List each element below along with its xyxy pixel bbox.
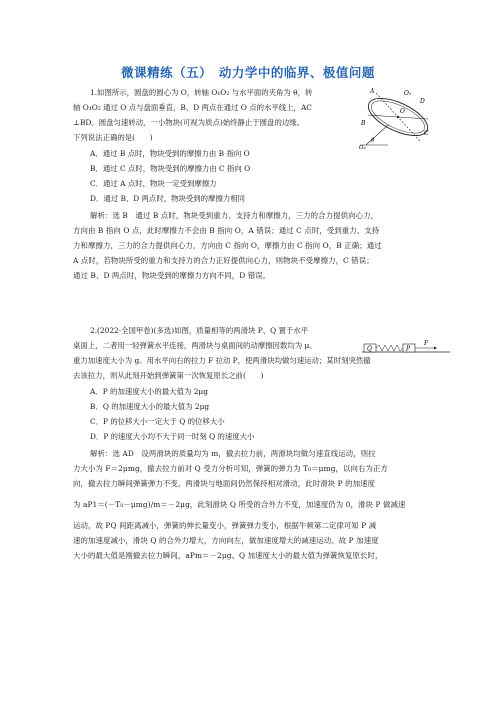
q1-analysis-line: 解析：选 B 通过 B 点时，物块受到重力、支持力和摩擦力，三力的合力提供向心力， [90, 211, 379, 220]
q2-analysis-line: 向，撤去拉力瞬间弹簧弹力不变，两滑块与地面间仍然保持相对滑动，此时滑块 P 的加速度 [73, 479, 376, 488]
q2-analysis-line: 运动，故 PQ 间距离减小，弹簧的伸长量变小，弹簧弹力变小，根据牛顿第二定律可知 P 减 [73, 521, 377, 530]
fig1-label-a: A [370, 88, 375, 95]
q2-option-b: B．Q 的加速度大小的最大值为 2μg [90, 402, 210, 411]
fig1-label-o1: O₁ [404, 90, 412, 97]
fig1-label-o2: O₂ [359, 145, 366, 150]
q2-stem-line: 2.(2022·全国甲卷)(多选)如图，质量相等的两滑块 P、Q 置于水平 [90, 326, 309, 335]
q2-stem-line: 桌面上，二者用一轻弹簧水平连接，两滑块与桌面间的动摩擦因数均为 μ。 [73, 341, 317, 350]
q2-option-a: A．P 的加速度大小的最大值为 2μg [90, 387, 208, 396]
q2-option-d: D．P 的速度大小均不大于同一时刻 Q 的速度大小 [90, 432, 255, 441]
page-title: 微课精练（五） 动力学中的临界、极值问题 [121, 65, 375, 80]
q1-stem-line: ⊥BD。圆盘匀速转动，一小物块(可视为质点)始终静止于圆盘的边缘。 [73, 118, 305, 127]
q1-stem-line: 轴 O₁O₂ 通过 O 点与盘面垂直，B、D 两点在通过 O 点的水平线上，AC [73, 103, 312, 112]
q2-analysis-line: 力大小为 F＝2μmg，撤去拉力前对 Q 受力分析可知，弹簧的弹力为 T₀＝μmg，以向右为正方 [73, 464, 388, 473]
spring-figure [362, 336, 450, 356]
q2-analysis-line: 大小的最大值是刚撤去拉力瞬间，aPm＝－2μg。Q 加速度大小的最大值为弹簧恢复原长时， [73, 551, 383, 560]
fig2-label-p: P [406, 345, 411, 353]
fig1-label-c: C [424, 130, 429, 137]
q1-option-c: C．通过 A 点时，物块一定受到摩擦力 [90, 179, 217, 188]
fig2-label-f: F [424, 340, 429, 347]
q2-analysis-line: 速的加速度减小，滑块 Q 的合外力增大，方向向左，做加速度增大的减速运动。故 P 加速度 [73, 536, 379, 545]
fig1-label-theta: θ [371, 138, 375, 144]
q1-stem-line: 1.如图所示，圆盘的圆心为 O，转轴 O₁O₂ 与水平面的夹角为 θ，转 [90, 88, 313, 97]
q1-analysis-line: 力和摩擦力，三力的合力提供向心力，方向由 C 指向 O，摩擦力由 C 指向 O，B 正确；通过 [73, 241, 382, 250]
q1-analysis-line: 通过 B、D 两点时，物块受到的摩擦力方向不同，D 错误。 [73, 271, 271, 280]
q1-analysis-line: 方向由 B 指向 O 点，此时摩擦力不会由 B 指向 O，A 错误；通过 C 点时，受到重力、支持 [73, 226, 380, 235]
fig1-label-o: O [400, 108, 405, 115]
fig2-label-q: Q [367, 345, 372, 353]
fig1-label-d: D [420, 98, 425, 105]
q1-option-b: B．通过 C 点时，物块受到的摩擦力由 C 指向 O [90, 164, 251, 173]
q1-option-d: D．通过 B、D 两点时，物块受到的摩擦力相同 [90, 194, 246, 203]
q2-analysis-line: 解析：选 AD 设两滑块的质量均为 m，撤去拉力前，两滑块均做匀速直线运动，则拉 [90, 449, 376, 458]
q2-stem-line: 重力加速度大小为 g。用水平向右的拉力 F 拉动 P，使两滑块均做匀速运动；某时刻突然撤 [73, 356, 371, 365]
q1-analysis-line: A 点时，若物块所受的重力和支持力的合力正好提供向心力，则物块不受摩擦力，C 错误； [73, 256, 374, 265]
disc-figure [358, 85, 438, 150]
q1-option-a: A．通过 B 点时，物块受到的摩擦力由 B 指向 O [90, 149, 250, 158]
fig1-label-b: B [361, 120, 366, 127]
q2-stem-line: 去该拉力，则从此刻开始到弹簧第一次恢复原长之前( ) [73, 371, 264, 380]
q2-option-c: C．P 的位移大小一定大于 Q 的位移大小 [90, 417, 225, 426]
q1-stem-line: 下列说法正确的是( ) [73, 133, 153, 142]
q2-analysis-line: 为 aP1＝(－T₀－μmg)/m＝－2μg，此刻滑块 Q 所受的合外力不变，加速度仍为 0，滑块 P 做减速 [73, 500, 406, 509]
